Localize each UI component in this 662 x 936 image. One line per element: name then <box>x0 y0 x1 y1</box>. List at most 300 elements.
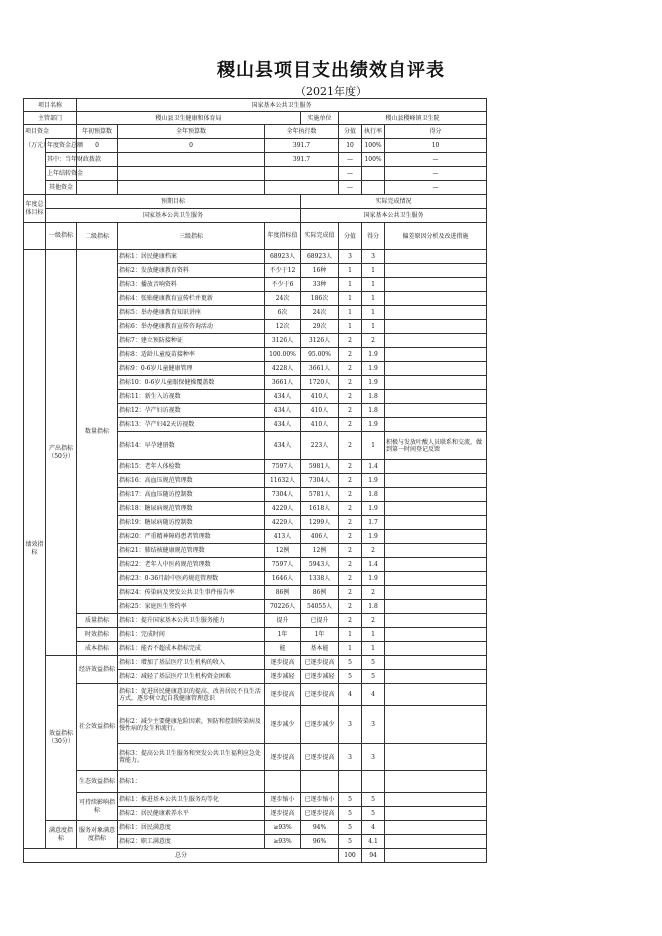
table-row <box>24 139 487 153</box>
reason-value <box>385 670 487 684</box>
score-value: 1.9 <box>362 474 385 488</box>
reason-value: 积极与发放叶酸人员联系和交流，做到第一时间登记反馈 <box>385 432 487 460</box>
reason-value <box>385 264 487 278</box>
table-row <box>24 209 487 223</box>
col-l3: 三级指标 <box>118 223 265 250</box>
weight-value: 2 <box>339 544 362 558</box>
score-value: 1 <box>362 306 385 320</box>
actual-value: 已逐步提高 <box>301 807 339 821</box>
reason-value <box>385 558 487 572</box>
reason-value <box>385 362 487 376</box>
score-value: 4.1 <box>362 835 385 849</box>
indicator-name: 指标9：0-6岁儿童健康管理 <box>118 362 265 376</box>
target-value: 12例 <box>265 544 301 558</box>
actual-value: 54055人 <box>301 600 339 614</box>
reason-value <box>385 793 487 807</box>
indicator-name: 指标13：孕产妇42天访视数 <box>118 418 265 432</box>
actual-value: 68923人 <box>301 250 339 264</box>
fund-c2 <box>118 181 265 195</box>
table-row <box>24 195 487 209</box>
score-value: 1.9 <box>362 362 385 376</box>
score-value: 3 <box>362 706 385 744</box>
table-row <box>24 821 487 835</box>
indicator-name: 指标1：提升国家基本公共卫生服务能力 <box>118 614 265 628</box>
actual-value: 86例 <box>301 586 339 600</box>
target-value: 7304人 <box>265 488 301 502</box>
target-value: ≥93% <box>265 821 301 835</box>
group-cost: 成本指标 <box>77 642 118 656</box>
actual-value: 12例 <box>301 544 339 558</box>
score-value: 1.9 <box>362 572 385 586</box>
actual-value: 33种 <box>301 278 339 292</box>
weight-value <box>339 771 362 793</box>
score-value: 1.4 <box>362 460 385 474</box>
target-value: 不少于12 <box>265 264 301 278</box>
table-row <box>24 167 487 181</box>
target-value: 70226人 <box>265 600 301 614</box>
total-weight: 100 <box>339 849 362 863</box>
reason-value <box>385 656 487 670</box>
weight-value: 2 <box>339 614 362 628</box>
actual-value: 已逐步提高 <box>301 656 339 670</box>
reason-value <box>385 807 487 821</box>
actual-value: 5943人 <box>301 558 339 572</box>
weight-value: 2 <box>339 474 362 488</box>
col-target: 年度指标值 <box>265 223 301 250</box>
fund-c5: 100% <box>362 139 385 153</box>
group-quality: 质量指标 <box>77 614 118 628</box>
actual-value: 7304人 <box>301 474 339 488</box>
score-value: 3 <box>362 250 385 264</box>
fund-c5 <box>362 181 385 195</box>
target-value: 逐步提高 <box>265 656 301 670</box>
target-value: 100.00% <box>265 348 301 362</box>
score-value: 4 <box>362 684 385 706</box>
weight-value: 2 <box>339 348 362 362</box>
indicator-name: 指标15：老年人体检数 <box>118 460 265 474</box>
indicator-name: 指标16：高血压规范管理数 <box>118 474 265 488</box>
actual-value: 186次 <box>301 292 339 306</box>
indicator-name: 指标1：居民满意度 <box>118 821 265 835</box>
indicator-name: 指标25：家庭医生签约率 <box>118 600 265 614</box>
table-row <box>24 223 487 250</box>
fund-c4: — <box>339 167 362 181</box>
indicator-name: 指标1：完成时间 <box>118 628 265 642</box>
score-value: 1 <box>362 320 385 334</box>
col-score-weight: 分值 <box>339 125 362 139</box>
indicator-name: 指标4：张贴健康教育宣传栏并更新 <box>118 292 265 306</box>
actual-value: 1338人 <box>301 572 339 586</box>
indicator-name: 指标20：严重精神障碍患者管理数 <box>118 530 265 544</box>
fund-c3 <box>265 167 339 181</box>
actual-value: 3661人 <box>301 362 339 376</box>
fund-label: 项目资金 <box>24 125 77 139</box>
target-value: 逐步提高 <box>265 684 301 706</box>
total-score: 94 <box>362 849 385 863</box>
weight-value: 2 <box>339 376 362 390</box>
reason-value <box>385 292 487 306</box>
target-value: 1646人 <box>265 572 301 586</box>
weight-value: 1 <box>339 264 362 278</box>
weight-value: 2 <box>339 334 362 348</box>
score-value: 1.9 <box>362 418 385 432</box>
score-value: 1.4 <box>362 558 385 572</box>
indicator-name: 指标3：提高公共卫生服务和突发公共卫生福利应急处置能力。 <box>118 744 265 771</box>
weight-value: 2 <box>339 558 362 572</box>
indicator-name: 指标1： <box>118 771 265 793</box>
indicator-name: 指标17：高血压随访控制数 <box>118 488 265 502</box>
target-value: 6次 <box>265 306 301 320</box>
satisfaction-side: 满意度指标 <box>46 821 77 849</box>
score-value: 5 <box>362 670 385 684</box>
reason-value <box>385 600 487 614</box>
target-value: 11632人 <box>265 474 301 488</box>
fund-c1: 0 <box>77 139 118 153</box>
indicator-name: 指标10：0-6岁儿童眼保健操覆盖数 <box>118 376 265 390</box>
target-value: 逐步缩小 <box>265 793 301 807</box>
score-value: 1 <box>362 264 385 278</box>
output-side: 产出指标（50分） <box>46 250 77 656</box>
weight-value: 2 <box>339 586 362 600</box>
total-label: 总分 <box>24 849 339 863</box>
col-l1: 一级指标 <box>46 223 77 250</box>
reason-value <box>385 706 487 744</box>
reason-value <box>385 821 487 835</box>
score-value: 1.9 <box>362 530 385 544</box>
target-value: 3661人 <box>265 376 301 390</box>
actual-value: 406人 <box>301 530 339 544</box>
table-row <box>24 684 487 706</box>
actual-value: 1618人 <box>301 502 339 516</box>
group-economic: 经济效益指标 <box>77 656 118 684</box>
indicator-name: 指标14：早孕建册数 <box>118 432 265 460</box>
reason-value <box>385 348 487 362</box>
reason-value <box>385 474 487 488</box>
table-row <box>24 642 487 656</box>
indicator-name: 指标2：减少主要健康危险因素，预防和控制传染病及慢性病的发生和流行。 <box>118 706 265 744</box>
impl-label: 实施单位 <box>301 112 339 125</box>
dept-value: 稷山县卫生健康和体育局 <box>77 112 301 125</box>
reason-value <box>385 306 487 320</box>
target-value: ≥93% <box>265 835 301 849</box>
target-value: 24次 <box>265 292 301 306</box>
score-value: 1.8 <box>362 404 385 418</box>
score-value: 1 <box>362 628 385 642</box>
target-value: 86例 <box>265 586 301 600</box>
actual-value: 410人 <box>301 390 339 404</box>
fund-c3: 391.7 <box>265 153 339 167</box>
fund-c2: 0 <box>118 139 265 153</box>
actual-value: 已逐步提高 <box>301 684 339 706</box>
actual-value: 1299人 <box>301 516 339 530</box>
table-row <box>24 153 487 167</box>
score-value: 2 <box>362 614 385 628</box>
reason-value <box>385 460 487 474</box>
target-value: 7597人 <box>265 558 301 572</box>
actual-value: 国家基本公共卫生服务 <box>301 209 487 223</box>
col-weight: 分值 <box>339 223 362 250</box>
target-value: 434人 <box>265 418 301 432</box>
indicator-name: 指标2：减轻了基层医疗卫生机构资金困难 <box>118 670 265 684</box>
actual-value: 5981人 <box>301 460 339 474</box>
indicator-name: 指标12：孕产妇访视数 <box>118 404 265 418</box>
col-exec-full: 全年执行数 <box>265 125 339 139</box>
weight-value: 5 <box>339 656 362 670</box>
score-value: 1 <box>362 432 385 460</box>
fund-c4: 10 <box>339 139 362 153</box>
page-subtitle: （2021年度） <box>295 85 367 98</box>
reason-value <box>385 488 487 502</box>
weight-value: 2 <box>339 516 362 530</box>
col-budget-start: 年初预算数 <box>77 125 118 139</box>
group-social: 社会效益指标 <box>77 684 118 771</box>
indicator-name: 指标1：增加了基层医疗卫生机构的收入 <box>118 656 265 670</box>
actual-value: 已逐步提高 <box>301 744 339 771</box>
table-row <box>24 628 487 642</box>
col-exec-rate: 执行率 <box>362 125 385 139</box>
weight-value: 5 <box>339 821 362 835</box>
indicator-name: 指标22：老年人中医药规范管理数 <box>118 558 265 572</box>
reason-value <box>385 684 487 706</box>
weight-value: 2 <box>339 390 362 404</box>
fund-c2 <box>118 153 265 167</box>
weight-value: 2 <box>339 488 362 502</box>
score-value: 1.9 <box>362 502 385 516</box>
score-value: 4 <box>362 821 385 835</box>
group-service: 服务对象满意度指标 <box>77 821 118 849</box>
score-value: 5 <box>362 656 385 670</box>
reason-value <box>385 250 487 264</box>
dept-label: 主管部门 <box>24 112 77 125</box>
indicator-name: 指标2：居民健康素养水平 <box>118 807 265 821</box>
target-value: 12次 <box>265 320 301 334</box>
target-value: 能 <box>265 642 301 656</box>
actual-value: 16种 <box>301 264 339 278</box>
group-timeliness: 时效指标 <box>77 628 118 642</box>
col-score: 得分 <box>385 125 487 139</box>
reason-value <box>385 502 487 516</box>
target-value: 434人 <box>265 390 301 404</box>
actual-value: 已逐步减少 <box>301 706 339 744</box>
fund-unit-blank <box>24 167 46 181</box>
score-value: 1.8 <box>362 390 385 404</box>
actual-value: 223人 <box>301 432 339 460</box>
table-row <box>24 849 487 863</box>
fund-c2 <box>118 167 265 181</box>
weight-value: 5 <box>339 793 362 807</box>
indicator-name: 指标11：新生入访视数 <box>118 390 265 404</box>
reason-value <box>385 628 487 642</box>
reason-value <box>385 278 487 292</box>
actual-value: 410人 <box>301 418 339 432</box>
indicator-name: 指标18：糖尿病规范管理数 <box>118 502 265 516</box>
target-value: 逐步提高 <box>265 807 301 821</box>
fund-c6: — <box>385 153 487 167</box>
project-name: 国家基本公共卫生服务 <box>77 99 487 112</box>
fund-c3 <box>265 181 339 195</box>
reason-value <box>385 572 487 586</box>
target-value: 逐步减轻 <box>265 670 301 684</box>
target-value: 4229人 <box>265 516 301 530</box>
weight-value: 5 <box>339 670 362 684</box>
fund-unit: （万元） <box>24 139 46 153</box>
fund-row-label: 其中：当年财政拨款 <box>46 153 77 167</box>
indicator-name: 指标6：举办健康教育宣传咨询活动 <box>118 320 265 334</box>
target-value: 4228人 <box>265 362 301 376</box>
table-row <box>24 656 487 670</box>
actual-value: 95.00% <box>301 348 339 362</box>
target-value: 7597人 <box>265 460 301 474</box>
weight-value: 3 <box>339 744 362 771</box>
indicator-name: 指标23：0-36月龄中医药规范管理数 <box>118 572 265 586</box>
score-value: 1 <box>362 292 385 306</box>
weight-value: 3 <box>339 706 362 744</box>
indicator-name: 指标21：肺结核健康规范管理数 <box>118 544 265 558</box>
score-value: 5 <box>362 807 385 821</box>
fund-c3: 391.7 <box>265 139 339 153</box>
weight-value: 1 <box>339 292 362 306</box>
goal-label: 年度总体目标 <box>24 195 46 223</box>
table-row <box>24 793 487 807</box>
target-value: 434人 <box>265 432 301 460</box>
weight-value: 1 <box>339 628 362 642</box>
weight-value: 2 <box>339 572 362 586</box>
reason-value <box>385 320 487 334</box>
score-value: 1.9 <box>362 348 385 362</box>
reason-value <box>385 614 487 628</box>
weight-value: 2 <box>339 600 362 614</box>
actual-value <box>301 771 339 793</box>
indicator-name: 指标1：促进居民健康意识的提高、改善居民不良生活方式，逐步树立起自我健康管理意识 <box>118 684 265 706</box>
target-value: 不少于6 <box>265 278 301 292</box>
fund-c4: — <box>339 153 362 167</box>
actual-value: 基本能 <box>301 642 339 656</box>
benefit-side: 效益指标（30分） <box>46 656 77 821</box>
weight-value: 2 <box>339 460 362 474</box>
indicator-name: 指标19：糖尿病随访控制数 <box>118 516 265 530</box>
indicator-name: 指标2：职工满意度 <box>118 835 265 849</box>
group-ecological: 生态效益指标 <box>77 771 118 793</box>
fund-c5: 100% <box>362 153 385 167</box>
weight-value: 3 <box>339 250 362 264</box>
reason-value <box>385 771 487 793</box>
group-sustain: 可持续影响指标 <box>77 793 118 821</box>
expected-label: 预期目标 <box>46 195 301 209</box>
target-value: 4229人 <box>265 502 301 516</box>
reason-value <box>385 586 487 600</box>
score-value: 2 <box>362 586 385 600</box>
total-reason <box>385 849 487 863</box>
reason-value <box>385 404 487 418</box>
score-value: 2 <box>362 334 385 348</box>
weight-value: 1 <box>339 278 362 292</box>
actual-label: 实际完成情况 <box>301 195 487 209</box>
actual-value: 已提升 <box>301 614 339 628</box>
fund-row-label: 年度资金总额 <box>46 139 77 153</box>
page-title: 稷山县项目支出绩效自评表 <box>217 60 445 81</box>
actual-value: 5781人 <box>301 488 339 502</box>
target-value: 3126人 <box>265 334 301 348</box>
col-actual: 实际完成值 <box>301 223 339 250</box>
weight-value: 2 <box>339 432 362 460</box>
target-value: 413人 <box>265 530 301 544</box>
target-value: 逐步减少 <box>265 706 301 744</box>
weight-value: 1 <box>339 320 362 334</box>
actual-value: 29次 <box>301 320 339 334</box>
target-value: 434人 <box>265 404 301 418</box>
weight-value: 2 <box>339 530 362 544</box>
table-row <box>24 614 487 628</box>
weight-value: 2 <box>339 404 362 418</box>
fund-row-label: 上年结转资金 <box>46 167 77 181</box>
table-row <box>24 771 487 793</box>
col-l2: 二级指标 <box>77 223 118 250</box>
target-value <box>265 771 301 793</box>
fund-c6: 10 <box>385 139 487 153</box>
target-value: 提升 <box>265 614 301 628</box>
perf-side: 绩效指标 <box>24 250 46 849</box>
indicator-name: 指标2：发放健康教育资料 <box>118 264 265 278</box>
table-row <box>24 181 487 195</box>
indicator-name: 指标1：能否不超成本指标完成 <box>118 642 265 656</box>
score-value <box>362 771 385 793</box>
actual-value: 3126人 <box>301 334 339 348</box>
expected-value: 国家基本公共卫生服务 <box>46 209 301 223</box>
indicator-name: 指标1：居民健康档案 <box>118 250 265 264</box>
reason-value <box>385 642 487 656</box>
target-value: 1年 <box>265 628 301 642</box>
reason-value <box>385 418 487 432</box>
actual-value: 94% <box>301 821 339 835</box>
reason-value <box>385 334 487 348</box>
fund-unit-blank <box>24 181 46 195</box>
indicator-name: 指标5：举办健康教育知识讲座 <box>118 306 265 320</box>
evaluation-table <box>23 98 487 863</box>
perf-side-label <box>24 223 46 250</box>
actual-value: 410人 <box>301 404 339 418</box>
reason-value <box>385 516 487 530</box>
score-value: 5 <box>362 793 385 807</box>
actual-value: 1年 <box>301 628 339 642</box>
impl-value: 稷山县稷峰镇卫生院 <box>339 112 487 125</box>
reason-value <box>385 544 487 558</box>
score-value: 2 <box>362 544 385 558</box>
weight-value: 2 <box>339 418 362 432</box>
weight-value: 2 <box>339 502 362 516</box>
actual-value: 已逐步缩小 <box>301 793 339 807</box>
indicator-name: 指标1：推进基本公共卫生服务均等化 <box>118 793 265 807</box>
col-reason: 偏差原因分析及改进措施 <box>385 223 487 250</box>
fund-row-label: 其他资金 <box>46 181 77 195</box>
weight-value: 1 <box>339 306 362 320</box>
indicator-name: 指标8：适龄儿童疫苗接种率 <box>118 348 265 362</box>
score-value: 3 <box>362 744 385 771</box>
weight-value: 5 <box>339 807 362 821</box>
table-row <box>24 250 487 264</box>
fund-c5 <box>362 167 385 181</box>
weight-value: 4 <box>339 684 362 706</box>
target-value: 68923人 <box>265 250 301 264</box>
indicator-name: 指标7：建立预防接种证 <box>118 334 265 348</box>
target-value: 逐步提高 <box>265 744 301 771</box>
score-value: 1.9 <box>362 376 385 390</box>
fund-c1 <box>77 181 118 195</box>
reason-value <box>385 376 487 390</box>
score-value: 1 <box>362 278 385 292</box>
group-quantity: 数量指标 <box>77 250 118 614</box>
weight-value: 2 <box>339 362 362 376</box>
reason-value <box>385 744 487 771</box>
